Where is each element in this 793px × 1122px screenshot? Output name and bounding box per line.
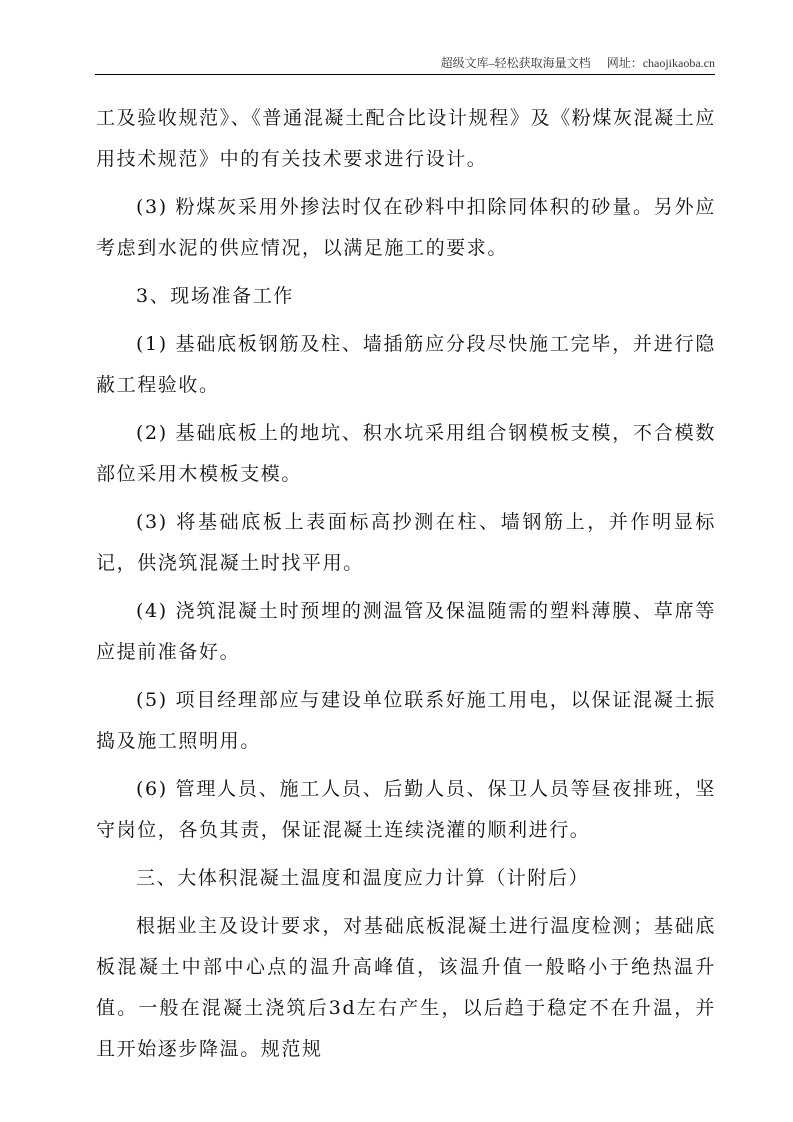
paragraph-item-3: (3) 将基础底板上表面标高抄测在柱、墙钢筋上，并作明显标记，供浇筑混凝土时找平用。 — [96, 511, 716, 574]
page-header — [95, 56, 715, 75]
paragraph-item-6: (6) 管理人员、施工人员、后勤人员、保卫人员等昼夜排班，坚守岗位，各负其责，保证混凝土连续浇灌的顺利进行。 — [96, 778, 716, 841]
document-body — [96, 98, 716, 1070]
paragraph-continuation: 工及验收规范》、《普通混凝土配合比设计规程》及《粉煤灰混凝土应用技术规范》中的有关技术要求进行设计。 — [96, 107, 716, 170]
section-heading-site-prep: 3、现场准备工作 — [136, 285, 294, 307]
paragraph-item-5: (5) 项目经理部应与建设单位联系好施工用电，以保证混凝土振捣及施工照明用。 — [96, 689, 716, 752]
paragraph-item-2: (2) 基础底板上的地坑、积水坑采用组合钢模板支模，不合模数部位采用木模板支模。 — [96, 422, 716, 485]
header-site-name: 超级文库–轻松获取海量文档 — [440, 56, 591, 70]
header-url: 网址：chaojikaoba.cn — [606, 56, 715, 70]
paragraph-item-4: (4) 浇筑混凝土时预埋的测温管及保温随需的塑料薄膜、草席等应提前准备好。 — [96, 600, 716, 663]
paragraph-temperature-monitoring: 根据业主及设计要求，对基础底板混凝土进行温度检测；基础底板混凝土中部中心点的温升高峰值，该温升值一般略小于绝热温升值。一般在混凝土浇筑后3d左右产生，以后趋于稳定不在升温，并且开始逐步降温。规范规 — [96, 915, 716, 1060]
section-heading-temperature: 三、大体积混凝土温度和温度应力计算（计附后） — [136, 867, 590, 889]
paragraph-item-1: (1) 基础底板钢筋及柱、墙插筋应分段尽快施工完毕，并进行隐蔽工程验收。 — [96, 333, 716, 396]
paragraph-item-3-flyash: (3) 粉煤灰采用外掺法时仅在砂料中扣除同体积的砂量。另外应考虑到水泥的供应情况，以满足施工的要求。 — [96, 196, 716, 259]
